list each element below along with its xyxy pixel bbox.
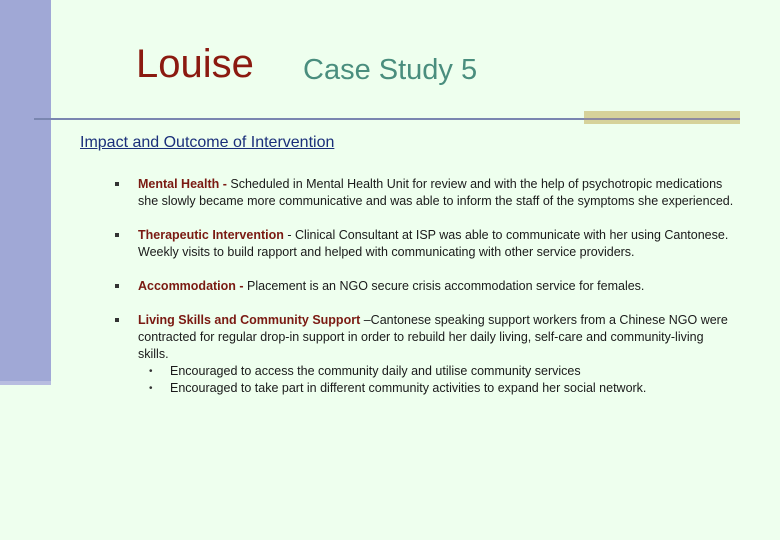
- sub-bullet-list: [138, 363, 735, 397]
- bullet-item-living-skills: [115, 312, 735, 397]
- bullet-square-icon: [115, 233, 119, 237]
- bullet-dot-icon: •: [149, 383, 153, 394]
- section-heading: Impact and Outcome of Intervention: [80, 134, 335, 151]
- bullet-term: Living Skills and Community Support: [138, 313, 361, 327]
- bullet-list: [115, 176, 735, 414]
- bullet-square-icon: [115, 182, 119, 186]
- bullet-item-accommodation: [115, 278, 735, 295]
- bullet-text: –Cantonese speaking support workers from a Chinese NGO were contracted for regular drop-in support in order to rebuild her daily living, self-care and community-living skills.: [138, 313, 728, 361]
- bullet-term: Accommodation -: [138, 279, 244, 293]
- bullet-text: - Clinical Consultant at ISP was able to communicate with her using Cantonese. Weekly visits to build rapport and helped with communicating with other service providers.: [138, 228, 729, 259]
- sub-bullet-item: [138, 380, 735, 397]
- sub-bullet-text: Encouraged to take part in different community activities to expand her social network.: [170, 381, 647, 395]
- title-divider-accent-line: [584, 118, 740, 120]
- slide-title: Louise: [136, 42, 254, 86]
- bullet-square-icon: [115, 318, 119, 322]
- sidebar-decoration-accent: [0, 381, 51, 385]
- bullet-square-icon: [115, 284, 119, 288]
- bullet-text: Placement is an NGO secure crisis accommodation service for females.: [243, 279, 645, 293]
- sub-bullet-text: Encouraged to access the community daily and utilise community services: [170, 364, 581, 378]
- sidebar-decoration-bar: [0, 0, 51, 384]
- bullet-item-therapeutic-intervention: [115, 227, 735, 261]
- bullet-text: Scheduled in Mental Health Unit for review and with the help of psychotropic medications she slowly became more communicative and was able to inform the staff of the symptoms she experienced.: [138, 177, 734, 208]
- bullet-term: Therapeutic Intervention: [138, 228, 284, 242]
- bullet-item-mental-health: [115, 176, 735, 210]
- bullet-dot-icon: •: [149, 366, 153, 377]
- bullet-term: Mental Health -: [138, 177, 227, 191]
- slide-subtitle: Case Study 5: [303, 54, 478, 86]
- sub-bullet-item: [138, 363, 735, 380]
